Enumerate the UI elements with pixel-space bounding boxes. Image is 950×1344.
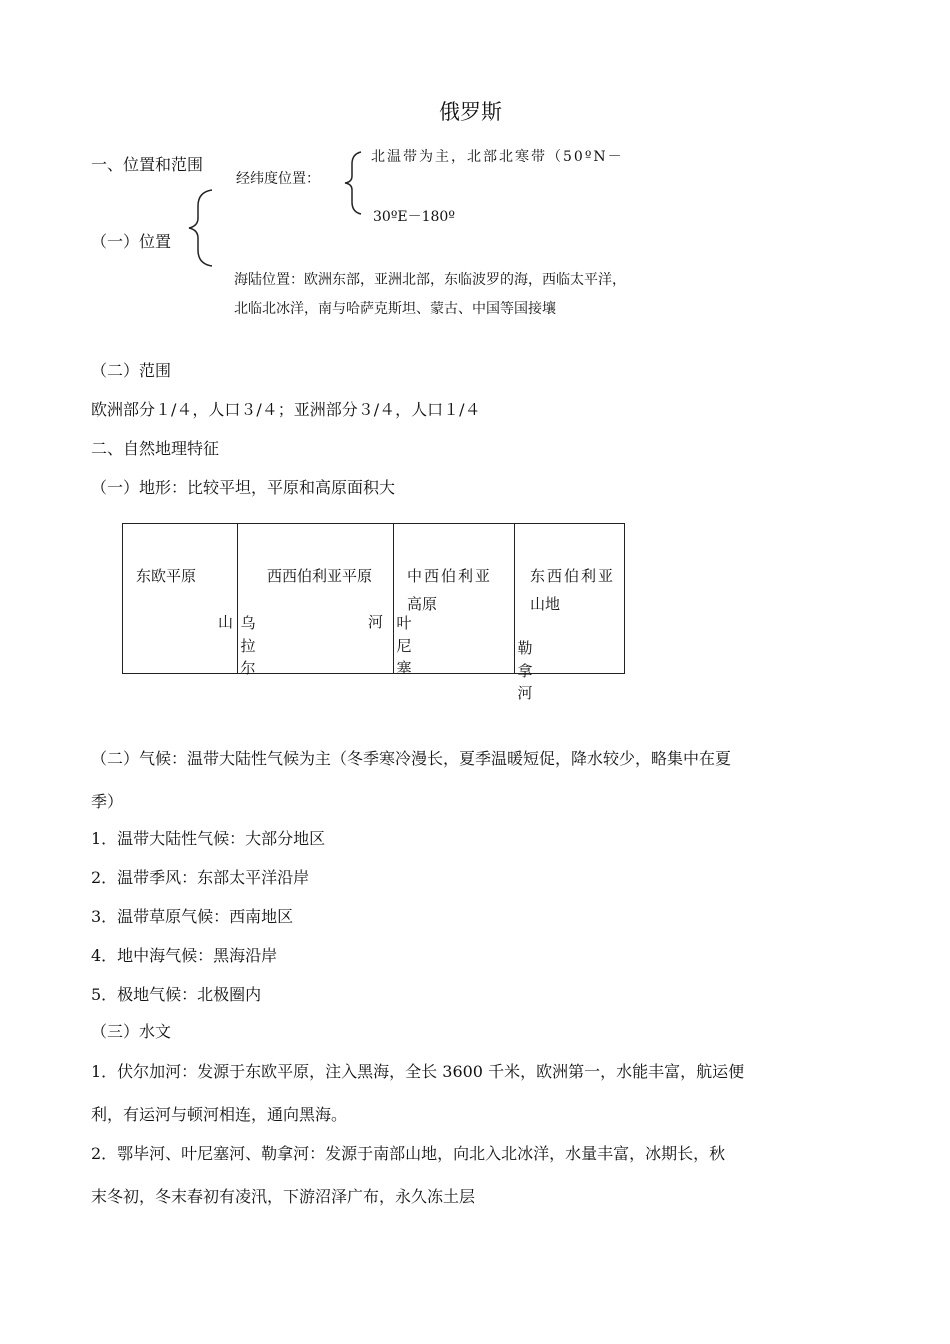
yenisei-label (396, 612, 412, 680)
latlon-line1: 北温带为主，北部北寒带（50ºN－ (371, 149, 624, 165)
west-siberian-plain: 西西伯利亚平原 (267, 567, 373, 585)
volga-line1: 1．伏尔加河：发源于东欧平原，注入黑海，全长 3600 千米，欧洲第一，水能丰富，航运便 (91, 1062, 745, 1081)
table-divider-ural (237, 523, 238, 674)
siberian-rivers-line2: 末冬初，冬末春初有凌汛，下游沼泽广布，永久冻土层 (91, 1187, 476, 1206)
siberian-rivers-line1: 2．鄂毕河、叶尼塞河、勒拿河：发源于南部山地，向北入北冰洋，水量丰富，冰期长，秋 (91, 1144, 726, 1163)
range-subheading: （二）范围 (91, 361, 172, 380)
lena-label (517, 637, 533, 705)
ural-char: 尔 (240, 659, 256, 677)
east-european-plain: 东欧平原 (136, 567, 197, 585)
mark-shan: 山 (218, 613, 234, 631)
central-siberian-plateau-line2: 高原 (407, 595, 438, 613)
range-text: 欧洲部分１/４，人口３/４；亚洲部分３/４，人口１/４ (91, 400, 481, 419)
east-siberian-mountains-line2: 山地 (530, 595, 561, 613)
page-title: 俄罗斯 (439, 100, 502, 124)
ural-char: 拉 (240, 636, 256, 655)
latlon-line2: 30ºE－180º (373, 209, 455, 225)
section2-heading: 二、自然地理特征 (91, 439, 220, 458)
climate-item: 3．温带草原气候：西南地区 (91, 907, 294, 926)
yenisei-char: 塞 (396, 659, 412, 677)
terrain-heading: （一）地形：比较平坦，平原和高原面积大 (91, 478, 396, 497)
yenisei-char: 尼 (396, 636, 412, 655)
climate-item: 5．极地气候：北极圈内 (91, 985, 262, 1004)
table-divider-yenisei (393, 523, 394, 674)
lena-char: 拿 (517, 661, 533, 680)
climate-heading-line1: （二）气候：温带大陆性气候为主（冬季寒冷漫长，夏季温暖短促，降水较少，略集中在夏 (91, 749, 732, 768)
latlon-brace (343, 150, 365, 216)
section1-heading: 一、位置和范围 (91, 155, 204, 174)
volga-line2: 利，有运河与顿河相连，通向黑海。 (91, 1105, 348, 1124)
location-brace (186, 188, 216, 268)
mark-he: 河 (368, 613, 384, 631)
table-divider-lena (514, 523, 515, 674)
climate-item: 4．地中海气候：黑海沿岸 (91, 946, 278, 965)
ural-label (240, 612, 256, 680)
yenisei-char: 叶 (396, 614, 412, 632)
sea-land-line1: 海陆位置：欧洲东部，亚洲北部，东临波罗的海，西临太平洋， (234, 272, 626, 288)
ural-char: 乌 (240, 614, 256, 632)
climate-item: 1．温带大陆性气候：大部分地区 (91, 829, 326, 848)
latlon-label: 经纬度位置： (236, 171, 320, 187)
east-siberian-mountains-line1: 东西伯利亚 (530, 567, 616, 585)
climate-heading-line2: 季） (91, 792, 124, 811)
climate-item: 2．温带季风：东部太平洋沿岸 (91, 868, 310, 887)
location-subheading: （一）位置 (91, 232, 172, 251)
sea-land-line2: 北临北冰洋，南与哈萨克斯坦、蒙古、中国等国接壤 (234, 301, 556, 317)
central-siberian-plateau-line1: 中西伯利亚 (407, 567, 493, 585)
hydro-heading: （三）水文 (91, 1022, 172, 1041)
lena-char: 河 (517, 684, 533, 702)
lena-char: 勒 (517, 639, 533, 657)
